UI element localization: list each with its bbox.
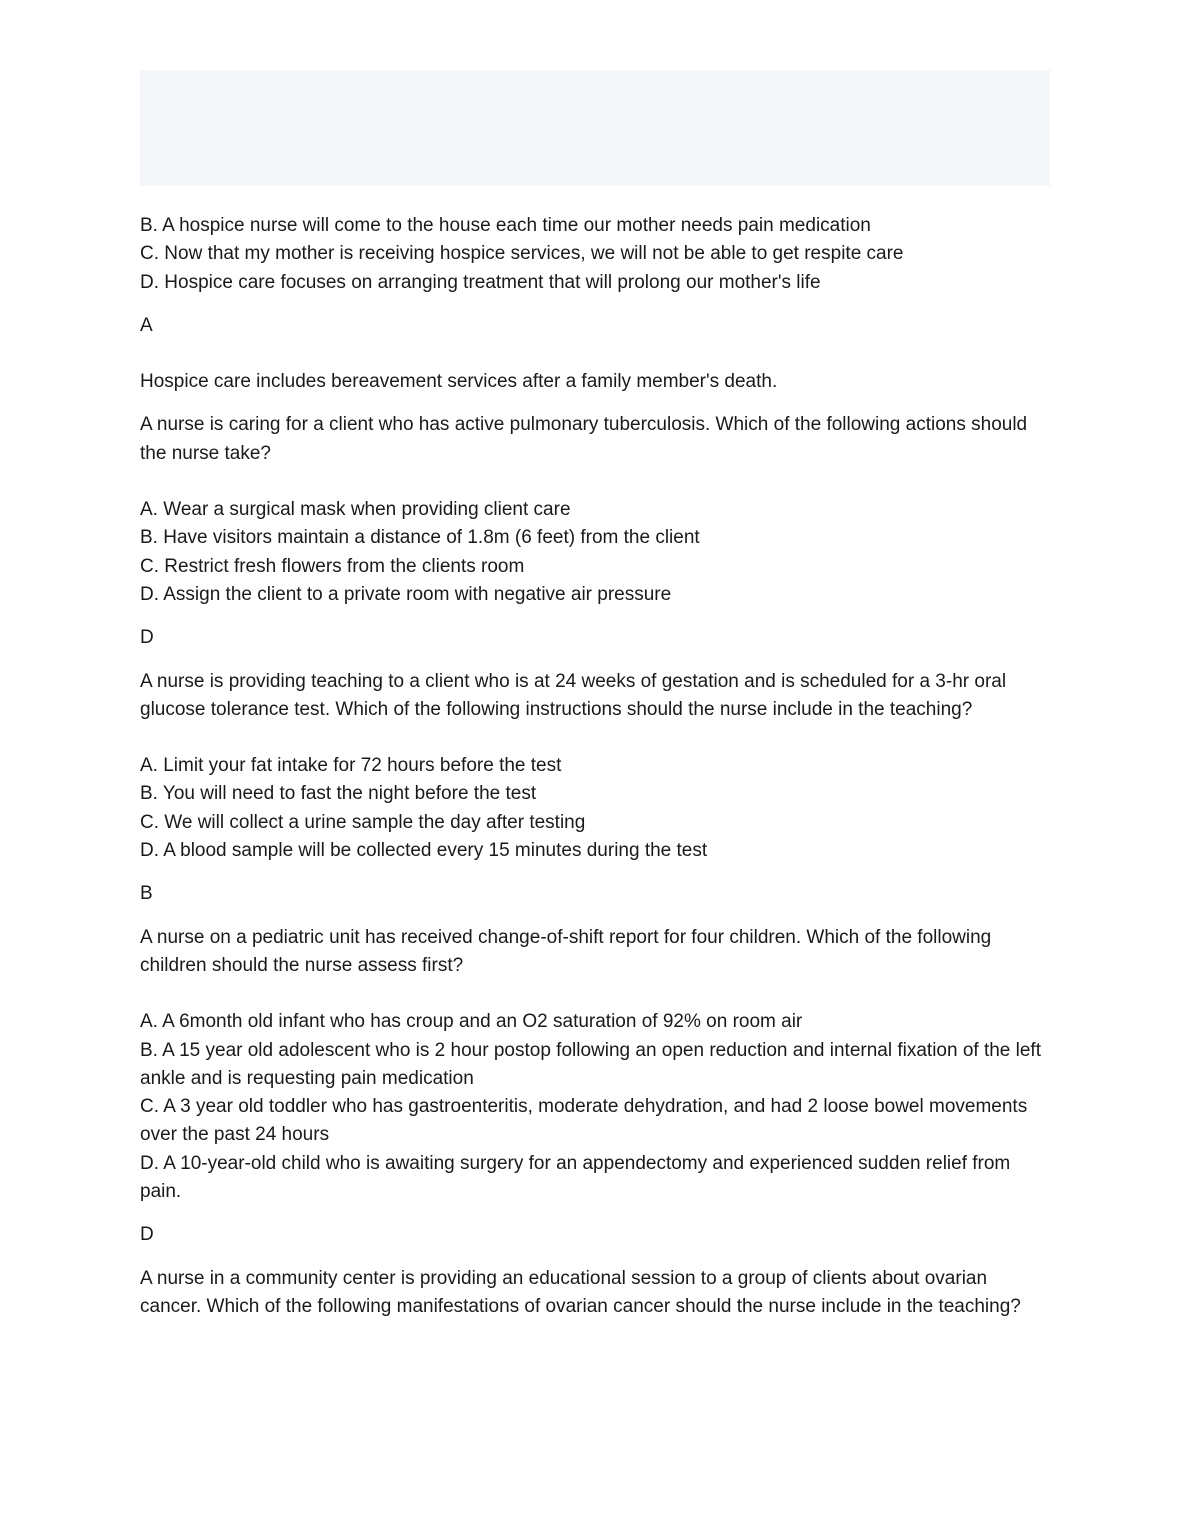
option-d: D. Hospice care focuses on arranging treatment that will prolong our mother's life: [140, 271, 821, 293]
options-block-2: [140, 752, 1050, 865]
option-d: D. A 10-year-old child who is awaiting surgery for an appendectomy and experienced sudden relief from pain.: [140, 1152, 1011, 1203]
option-c: C. Now that my mother is receiving hospice services, we will not be able to get respite care: [140, 243, 904, 265]
option-a: A. Wear a surgical mask when providing client care: [140, 499, 571, 521]
option-a: A. A 6month old infant who has croup and an O2 saturation of 92% on room air: [140, 1011, 803, 1033]
option-d: D. A blood sample will be collected every 15 minutes during the test: [140, 840, 708, 862]
header-placeholder-box: [140, 70, 1050, 186]
options-block-1: [140, 496, 1050, 609]
options-block-0: [140, 212, 1050, 297]
option-c: C. A 3 year old toddler who has gastroenteritis, moderate dehydration, and had 2 loose bowel movements over the past 24 hours: [140, 1096, 1028, 1146]
question-4: A nurse in a community center is providing an educational session to a group of clients about ovarian cancer. Which of the following manifestations of ovarian cancer should the nurse include in the teaching?: [140, 1267, 1021, 1317]
option-c: C. We will collect a urine sample the day after testing: [140, 811, 586, 833]
option-b: B. A hospice nurse will come to the house each time our mother needs pain medication: [140, 215, 871, 236]
option-c: C. Restrict fresh flowers from the clients room: [140, 555, 525, 577]
option-b: B. You will need to fast the night before the test: [140, 783, 537, 805]
document-page: [140, 70, 1050, 1321]
question-1: A nurse is caring for a client who has active pulmonary tuberculosis. Which of the following actions should the nurse take?: [140, 414, 1028, 464]
option-b: B. Have visitors maintain a distance of 1.8m (6 feet) from the client: [140, 527, 700, 549]
option-a: A. Limit your fat intake for 72 hours before the test: [140, 755, 562, 777]
question-2: A nurse is providing teaching to a client who is at 24 weeks of gestation and is scheduled for a 3-hr oral glucose tolerance test. Which of the following instructions should the nurse include in the teaching?: [140, 670, 1007, 720]
options-block-3: [140, 1008, 1050, 1206]
option-d: D. Assign the client to a private room with negative air pressure: [140, 583, 672, 605]
answer-3: D: [140, 1224, 154, 1246]
answer-0: A: [140, 314, 153, 336]
option-b: B. A 15 year old adolescent who is 2 hour postop following an open reduction and internal fixation of the left ankle and is requesting pain medication: [140, 1039, 1041, 1089]
answer-2: B: [140, 883, 153, 905]
question-3: A nurse on a pediatric unit has received change-of-shift report for four children. Which of the following children should the nurse assess first?: [140, 926, 992, 976]
answer-1: D: [140, 627, 154, 649]
rationale-0: Hospice care includes bereavement services after a family member's death.: [140, 371, 778, 393]
